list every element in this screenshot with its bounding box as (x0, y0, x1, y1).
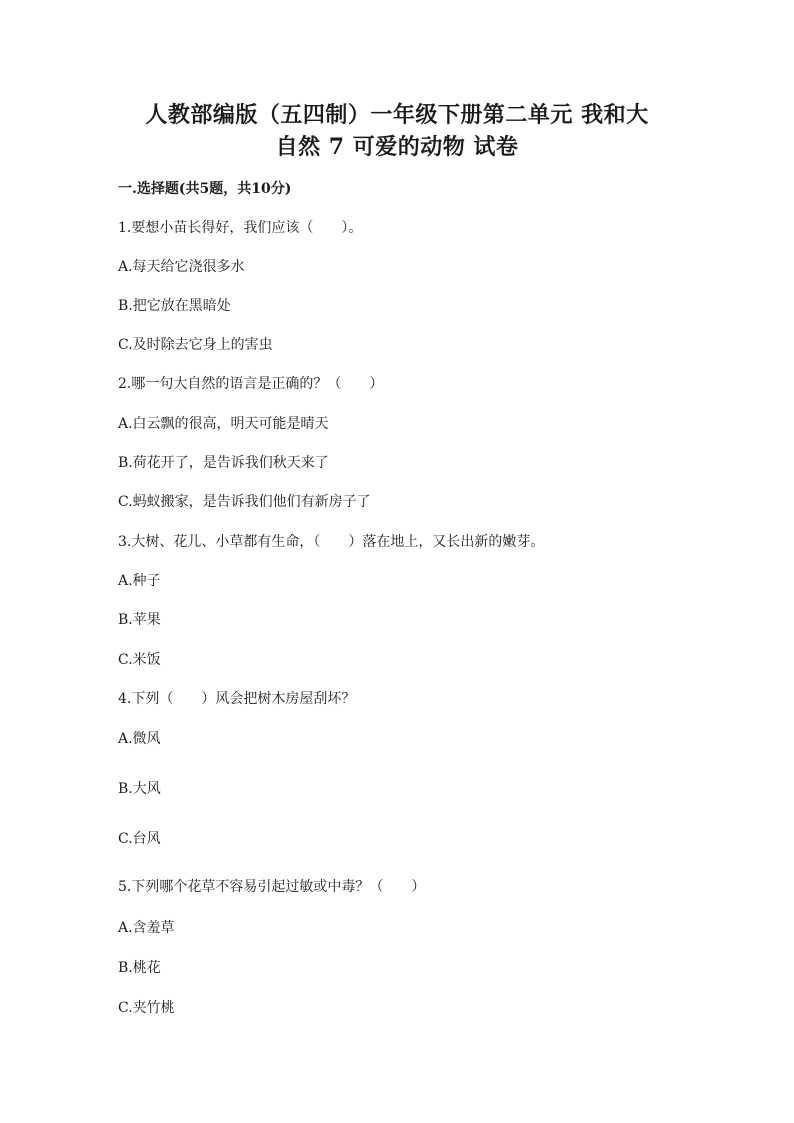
question-1-option-c: C.及时除去它身上的害虫 (118, 337, 273, 353)
question-1-option-b: B.把它放在黑暗处 (118, 298, 231, 314)
question-3-option-a: A.种子 (118, 573, 161, 589)
question-5-stem: 5.下列哪个花草不容易引起过敏或中毒？（ ） (118, 879, 426, 895)
question-4-stem: 4.下列（ ）风会把树木房屋刮坏？ (118, 691, 356, 707)
document-title-line-1: 人教部编版（五四制）一年级下册第二单元 我和大 (145, 102, 649, 128)
question-5-option-c: C.夹竹桃 (118, 1000, 175, 1016)
question-2-option-c: C.蚂蚁搬家，是告诉我们他们有新房子了 (118, 494, 371, 510)
document-title-line-2: 自然 7 可爱的动物 试卷 (275, 134, 519, 160)
question-4-option-c: C.台风 (118, 831, 161, 847)
question-3-stem: 3.大树、花儿、小草都有生命，（ ）落在地上，又长出新的嫩芽。 (118, 534, 545, 550)
question-5-option-b: B.桃花 (118, 960, 161, 976)
question-2-stem: 2.哪一句大自然的语言是正确的？（ ） (118, 376, 384, 392)
question-5-option-a: A.含羞草 (118, 920, 175, 936)
question-1-option-a: A.每天给它浇很多水 (118, 259, 245, 275)
question-3-option-b: B.苹果 (118, 612, 161, 628)
question-3-option-c: C.米饭 (118, 652, 161, 668)
question-4-option-b: B.大风 (118, 781, 161, 797)
question-2-option-a: A.白云飘的很高，明天可能是晴天 (118, 416, 329, 432)
section-heading: 一.选择题(共5题，共10分) (118, 181, 292, 197)
question-2-option-b: B.荷花开了，是告诉我们秋天来了 (118, 455, 329, 471)
question-4-option-a: A.微风 (118, 731, 161, 747)
question-1-stem: 1.要想小苗长得好，我们应该（ ）。 (118, 220, 363, 236)
